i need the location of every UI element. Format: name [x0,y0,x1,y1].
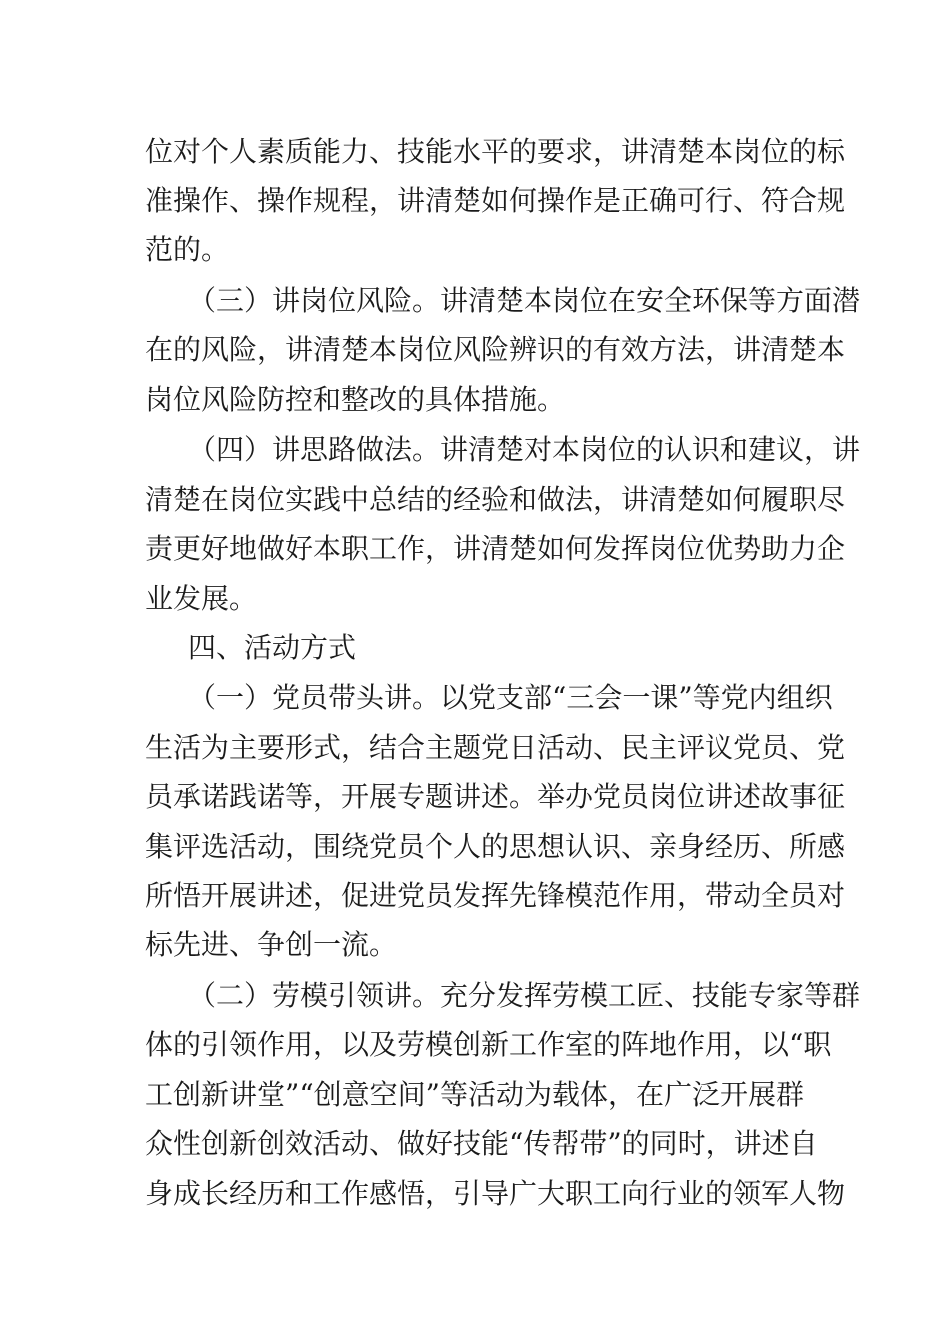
text-line-10: 业发展。 [145,582,258,615]
text-line-15: 集评选活动，围绕党员个人的思想认识、亲身经历、所感 [145,830,846,863]
section-heading: 四、活动方式 [188,631,357,664]
text-line-16: 所悟开展讲述，促进党员发挥先锋模范作用，带动全员对 [145,879,846,912]
text-line-4: （三）讲岗位风险。讲清楚本岗位在安全环保等方面潜 [188,284,861,317]
text-line-12: （一）党员带头讲。以党支部“三会一课”等党内组织 [188,681,833,714]
text-line-7: （四）讲思路做法。讲清楚对本岗位的认识和建议，讲 [188,433,861,466]
text-line-8: 清楚在岗位实践中总结的经验和做法，讲清楚如何履职尽 [145,483,846,516]
text-line-14: 员承诺践诺等，开展专题讲述。举办党员岗位讲述故事征 [145,780,846,813]
text-line-17: 标先进、争创一流。 [145,928,398,961]
text-line-9: 责更好地做好本职工作，讲清楚如何发挥岗位优势助力企 [145,532,846,565]
text-line-6: 岗位风险防控和整改的具体措施。 [145,383,566,416]
text-line-18: （二）劳模引领讲。充分发挥劳模工匠、技能专家等群 [188,979,861,1012]
text-line-2: 准操作、操作规程，讲清楚如何操作是正确可行、符合规 [145,184,846,217]
text-line-21: 众性创新创效活动、做好技能“传帮带”的同时，讲述自 [145,1127,818,1160]
text-line-19: 体的引领作用，以及劳模创新工作室的阵地作用，以“职 [145,1028,832,1061]
text-line-1: 位对个人素质能力、技能水平的要求，讲清楚本岗位的标 [145,135,846,168]
text-line-5: 在的风险，讲清楚本岗位风险辨识的有效方法，讲清楚本 [145,333,846,366]
text-line-13: 生活为主要形式，结合主题党日活动、民主评议党员、党 [145,731,846,764]
text-line-3: 范的。 [145,233,230,266]
text-line-22: 身成长经历和工作感悟，引导广大职工向行业的领军人物 [145,1177,846,1210]
text-line-20: 工创新讲堂”“创意空间”等活动为载体，在广泛开展群 [145,1078,804,1111]
